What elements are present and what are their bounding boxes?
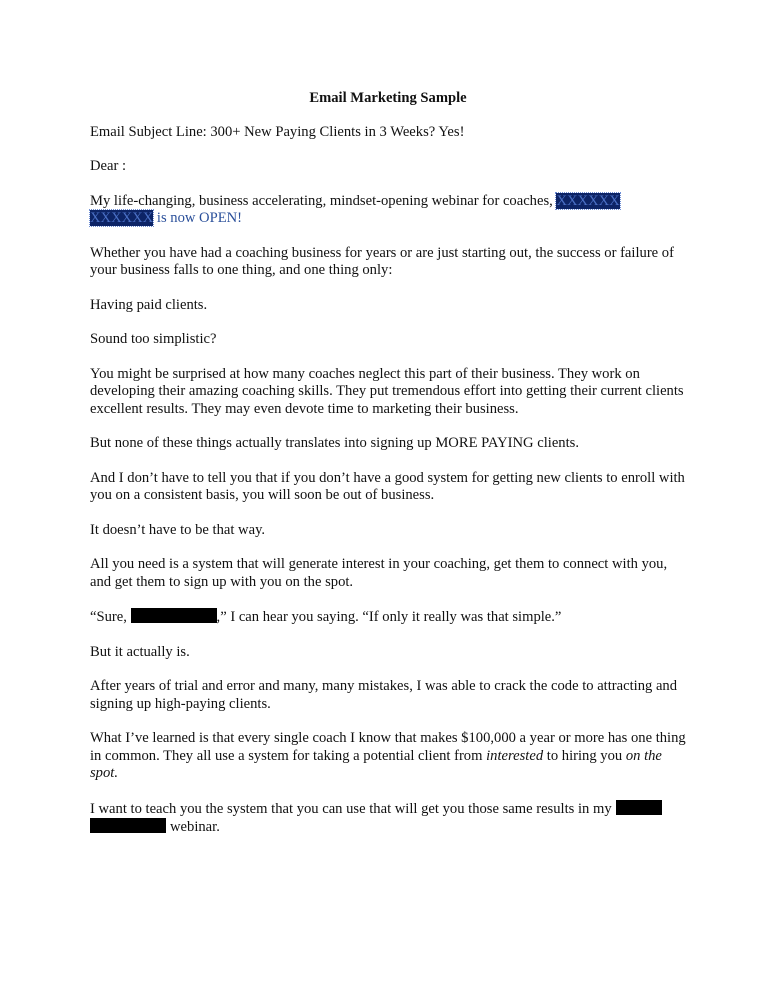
quote-end: ,” I can hear you saying. “If only it really was that simple.” [216, 609, 562, 625]
paragraph-good-system: And I don’t have to tell you that if you don’t have a good system for getting new clients to enroll with you on a consistent basis, you will soon be out of business. [90, 469, 685, 503]
paragraph-system-needed: All you need is a system that will generate interest in your coaching, get them to connect with you, and get them to sign up with you on the spot. [90, 556, 668, 590]
paragraph-crack-code: After years of trial and error and many, many mistakes, I was able to crack the code to attracting and signing up high-paying clients. [90, 678, 678, 712]
emphasis-on-the-spot: on the spot. [90, 747, 662, 781]
learned-middle: to hiring you [543, 747, 626, 764]
paragraph-that-way: It doesn’t have to be that way. [90, 521, 266, 538]
paragraph-business-success: Whether you have had a coaching business for years or are just starting out, the success or failure of your business falls to one thing, and one thing only: [90, 244, 674, 278]
paragraph-more-paying: But none of these things actually translates into signing up MORE PAYING clients. [90, 435, 579, 451]
open-announcement: is now OPEN! [153, 210, 243, 226]
redacted-webinar-name-part1 [616, 800, 662, 815]
subject-line: Email Subject Line: 300+ New Paying Clients in 3 Weeks? Yes! [90, 123, 465, 140]
paragraph-teach-system [90, 800, 686, 837]
quote-start: “Sure, [90, 609, 127, 625]
paragraph-paid-clients: Having paid clients. [90, 296, 208, 313]
paragraph-webinar-announcement [90, 193, 686, 228]
paragraph-sure-quote [90, 608, 686, 627]
document-title: Email Marketing Sample [309, 90, 467, 106]
document-page [90, 90, 686, 854]
redacted-name [131, 608, 217, 623]
paragraph-simplistic: Sound too simplistic? [90, 331, 217, 347]
redacted-webinar-name-part2 [90, 818, 166, 833]
paragraph-text: My life-changing, business accelerating, mindset-opening webinar for coaches, [90, 192, 553, 209]
teach-text: I want to teach you the system that you can use that will get you those same results in my [90, 800, 612, 817]
highlighted-placeholder: XXXXXX [556, 192, 620, 209]
learned-text: What I’ve learned is that every single coach I know that makes $100,000 a year or more has one thing in common. They all use a system for taking a potential client from [90, 730, 686, 764]
paragraph-actually-is: But it actually is. [90, 643, 190, 660]
highlighted-placeholder: XXXXXX [90, 210, 154, 226]
teach-tail: webinar. [170, 819, 220, 835]
paragraph-learned [90, 730, 686, 783]
paragraph-coaches-neglect: You might be surprised at how many coaches neglect this part of their business. They work on developing their amazing coaching skills. They put tremendous effort into getting their current clients excellent results. They may even devote time to marketing their business. [90, 365, 684, 417]
greeting: Dear : [90, 158, 127, 174]
emphasis-interested: interested [486, 747, 544, 764]
